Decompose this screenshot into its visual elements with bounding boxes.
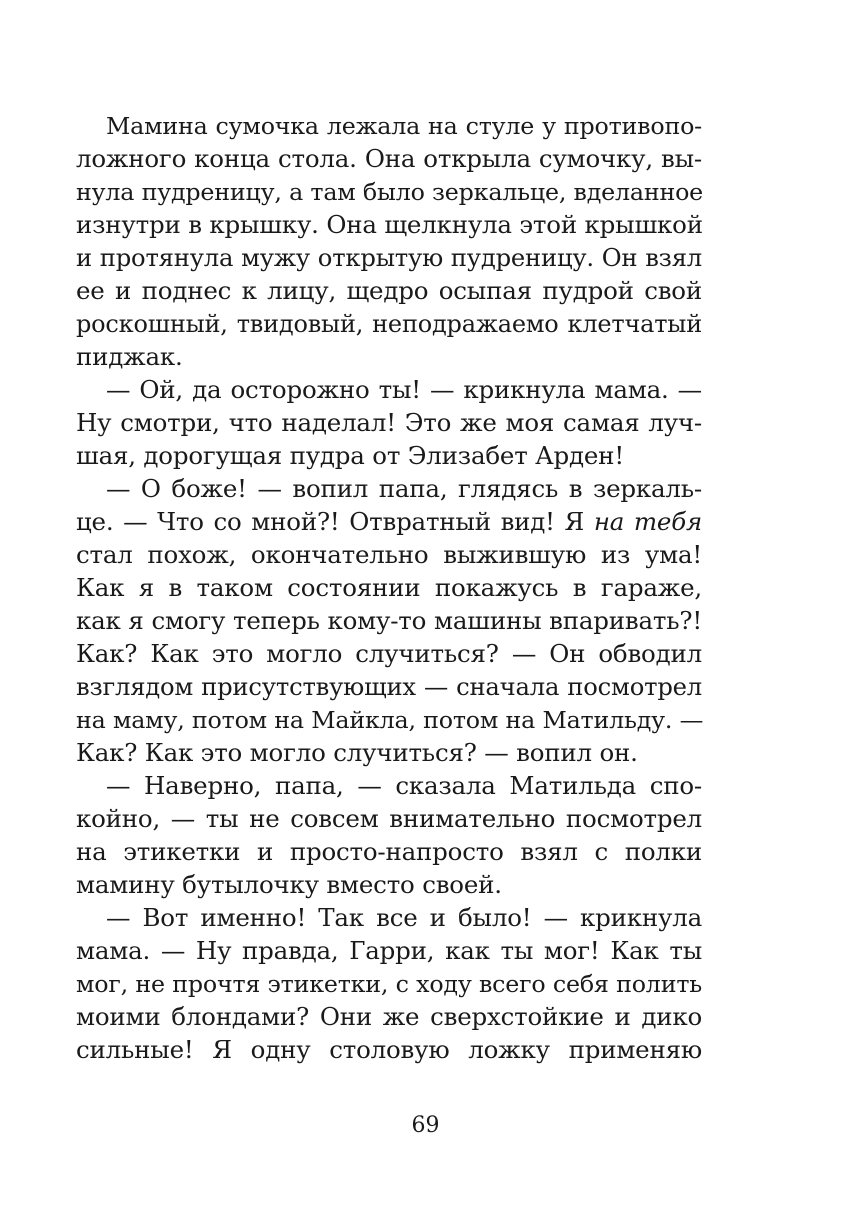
text-line: — О боже! — вопил папа, глядясь в зеркаль- (106, 474, 702, 503)
text-line: моими блондами? Они же сверхстойкие и дико (76, 1002, 702, 1031)
text-line: Как я в таком состоянии покажусь в гараже, (76, 573, 702, 602)
text-line: ложного конца стола. Она открыла сумочку, вы- (76, 144, 702, 173)
text-line: — Вот именно! Так все и было! — крикнула (106, 903, 702, 932)
text-line: — Наверно, папа, — сказала Матильда спо- (106, 771, 702, 800)
text-line: койно, — ты не совсем внимательно посмотрел (76, 804, 702, 833)
page-number: 69 (411, 1113, 440, 1138)
text-line: роскошный, твидовый, неподражаемо клетчатый (76, 310, 702, 338)
text-line: изнутри в крышку. Она щелкнула этой крышкой (76, 210, 703, 239)
text-line: мог, не прочтя этикетки, с ходу всего себя полить (76, 970, 702, 998)
text-line: стал похож, окончательно выжившую из ума! (76, 540, 702, 569)
text-line: Ну смотри, что наделал! Это же моя самая луч- (76, 408, 702, 437)
text-line: Как? Как это могло случиться? — вопил он. (76, 738, 638, 767)
text-line: пиджак. (76, 342, 183, 371)
text-line: нула пудреницу, а там было зеркальце, вделанное (76, 178, 704, 206)
italic-text: на тебя (593, 507, 702, 536)
text-line: мама. — Ну правда, Гарри, как ты мог! Как ты (76, 936, 702, 965)
text-segment: це. — Что со мной?! Отвратный вид! Я (76, 507, 594, 536)
text-line: на маму, потом на Майкла, потом на Матильду. — (76, 706, 704, 734)
text-line: как я смогу теперь кому-то машины впаривать?! (76, 606, 702, 635)
text-line: и протянула мужу открытую пудреницу. Он взял (76, 243, 702, 272)
text-line: взглядом присутствующих — сначала посмотрел (76, 672, 702, 701)
text-line: — Ой, да осторожно ты! — крикнула мама. — (106, 375, 702, 404)
text-line: шая, дорогущая пудра от Элизабет Арден! (76, 441, 624, 470)
text-line: Как? Как это могло случиться? — Он обводил (76, 639, 702, 668)
text-line: сильные! Я одну столовую ложку применяю (76, 1035, 702, 1064)
text-line: Мамина сумочка лежала на стуле у противопо- (106, 112, 702, 140)
text-line: на этикетки и просто-напросто взял с полки (76, 837, 702, 866)
text-line: ее и поднес к лицу, щедро осыпая пудрой свой (76, 276, 702, 305)
text-line: мамину бутылочку вместо своей. (76, 870, 502, 899)
text-line (76, 506, 702, 538)
